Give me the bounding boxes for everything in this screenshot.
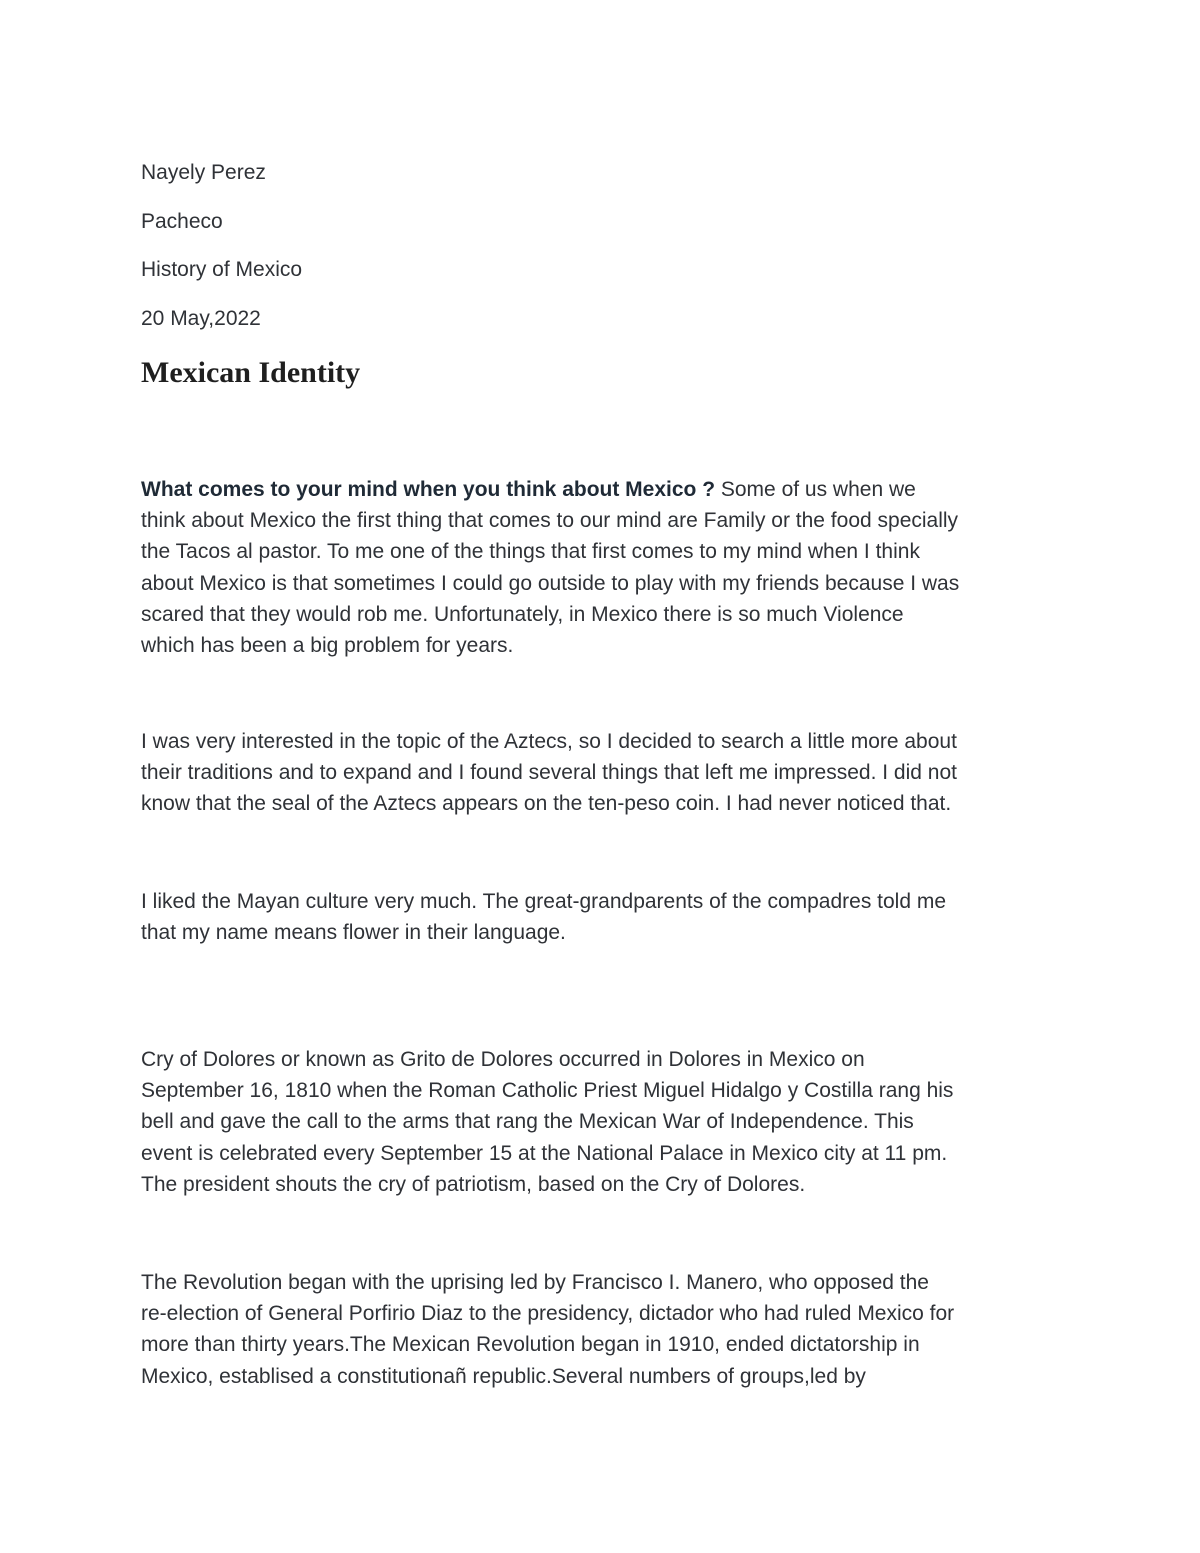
paragraph-line: bell and gave the call to the arms that rang the Mexican War of Independence. This xyxy=(141,1110,914,1134)
paragraph-line: know that the seal of the Aztecs appears on the ten-peso coin. I had never noticed that. xyxy=(141,792,952,816)
paragraph-line xyxy=(141,474,1071,505)
paragraph-line: I liked the Mayan culture very much. The great-grandparents of the compadres told me xyxy=(141,890,947,913)
paragraph-line: The Revolution began with the uprising led by Francisco I. Manero, who opposed the xyxy=(141,1271,929,1294)
paragraph-dolores xyxy=(141,1044,1071,1200)
paragraph-line: that my name means flower in their language. xyxy=(141,921,566,945)
course-name: History of Mexico xyxy=(141,258,303,281)
paragraph-line: re-election of General Porfirio Diaz to the presidency, dictador who had ruled Mexico for xyxy=(141,1302,955,1326)
paragraph-line: I was very interested in the topic of the Aztecs, so I decided to search a little more about xyxy=(141,730,957,753)
paragraph-line: think about Mexico the first thing that comes to our mind are Family or the food specially xyxy=(141,509,959,533)
paragraph-line: their traditions and to expand and I found several things that left me impressed. I did not xyxy=(141,761,957,785)
line-text: Some of us when we xyxy=(720,478,916,501)
lead-question: What comes to your mind when you think about Mexico ? xyxy=(141,478,721,501)
paragraph-line: event is celebrated every September 15 at the National Palace in Mexico city at 11 pm. xyxy=(141,1141,948,1165)
paragraph-line: Cry of Dolores or known as Grito de Dolores occurred in Dolores in Mexico on xyxy=(141,1048,865,1071)
author-name: Nayely Perez xyxy=(141,161,266,184)
paragraph-line: September 16, 1810 when the Roman Catholic Priest Miguel Hidalgo y Costilla rang his xyxy=(141,1079,954,1103)
paragraph-line: Mexico, establised a constitutionañ republic.Several numbers of groups,led by xyxy=(141,1364,866,1388)
paragraph-aztecs xyxy=(141,726,1071,820)
paragraph-line: about Mexico is that sometimes I could go outside to play with my friends because I was xyxy=(141,571,960,595)
paragraph-line: the Tacos al pastor. To me one of the things that first comes to my mind when I think xyxy=(141,540,920,564)
document-title: Mexican Identity xyxy=(141,356,361,389)
document-date: 20 May,2022 xyxy=(141,307,261,330)
paragraph-line: The president shouts the cry of patriotism, based on the Cry of Dolores. xyxy=(141,1172,806,1196)
paragraph-revolution xyxy=(141,1267,1071,1392)
paragraph-line: more than thirty years.The Mexican Revolution began in 1910, ended dictatorship in xyxy=(141,1333,920,1357)
instructor-name: Pacheco xyxy=(141,210,223,233)
paragraph-line: scared that they would rob me. Unfortunately, in Mexico there is so much Violence xyxy=(141,602,904,626)
paragraph-mayan xyxy=(141,886,1071,948)
paragraph-line: which has been a big problem for years. xyxy=(141,634,514,658)
paragraph-intro xyxy=(141,474,1071,661)
